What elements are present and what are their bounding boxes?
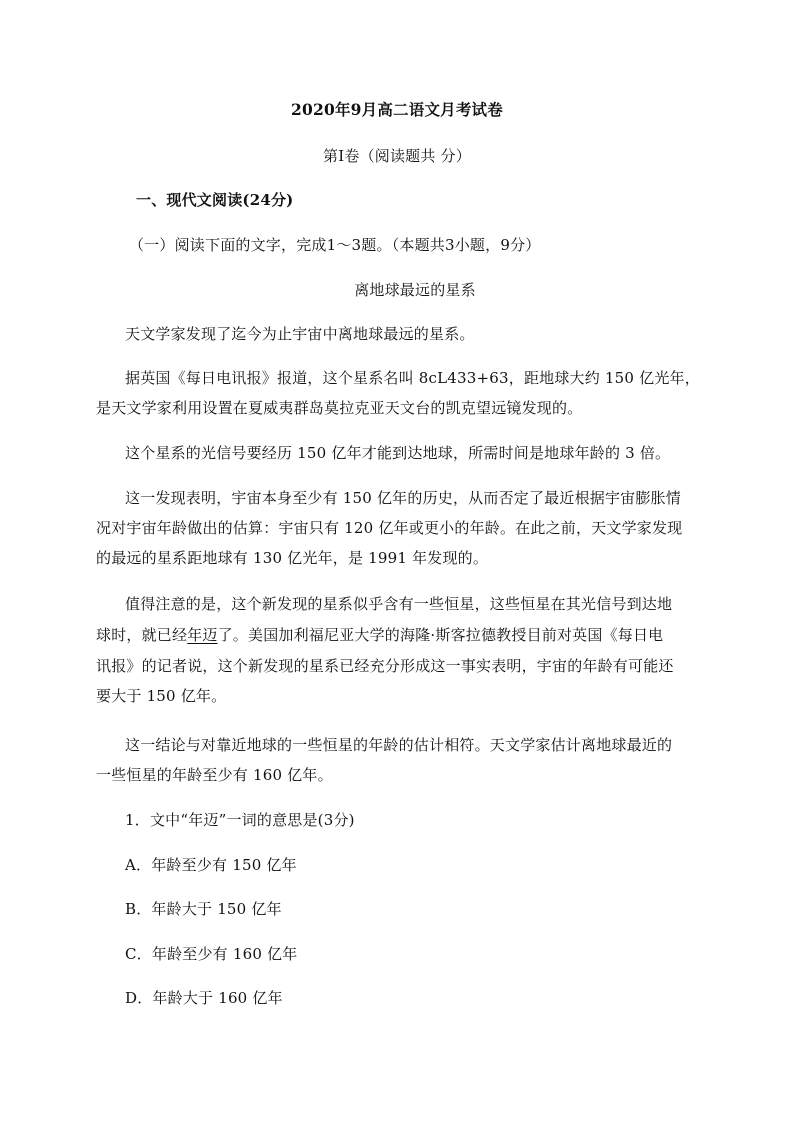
passage-paragraph-5-line-4: 要大于 150 亿年。 (96, 687, 227, 705)
exam-title: 2020年9月高二语文月考试卷 (291, 100, 503, 119)
passage-paragraph-1: 天文学家发现了迄今为止宇宙中离地球最远的星系。 (125, 325, 475, 343)
passage-paragraph-4-line-1: 这一发现表明，宇宙本身至少有 150 亿年的历史，从而否定了最近根据宇宙膨胀情 (125, 489, 681, 507)
section-heading: 一、现代文阅读(24分) (136, 191, 294, 209)
p5-text-before: 球时，就已经 (96, 626, 188, 644)
passage-paragraph-4-line-2: 况对宇宙年龄做出的估算：宇宙只有 120 亿年或更小的年龄。在此之前，天文学家发现 (96, 519, 683, 537)
question-1-option-b: B．年龄大于 150 亿年 (125, 900, 282, 918)
passage-title: 离地球最远的星系 (354, 281, 476, 299)
passage-paragraph-2-line-2: 是天文学家利用设置在夏威夷群岛莫拉克亚天文台的凯克望远镜发现的。 (96, 399, 583, 417)
subsection-heading: （一）阅读下面的文字，完成1～3题。（本题共3小题，9分） (129, 236, 541, 254)
volume-title: 第Ⅰ卷（阅读题共 分） (323, 147, 471, 165)
passage-paragraph-4-line-3: 的最远的星系距地球有 130 亿光年，是 1991 年发现的。 (96, 549, 489, 567)
passage-paragraph-5-line-1: 值得注意的是，这个新发现的星系似乎含有一些恒星，这些恒星在其光信号到达地 (125, 595, 673, 613)
passage-paragraph-5-line-2 (96, 625, 663, 645)
question-1-option-a: A．年龄至少有 150 亿年 (125, 856, 297, 874)
passage-paragraph-3: 这个星系的光信号要经历 150 亿年才能到达地球，所需时间是地球年龄的 3 倍。 (125, 444, 671, 462)
passage-paragraph-6-line-1: 这一结论与对靠近地球的一些恒星的年龄的估计相符。天文学家估计离地球最近的 (125, 736, 673, 754)
passage-paragraph-2-line-1: 据英国《每日电讯报》报道，这个星系名叫 8cL433+63，距地球大约 150 亿光年， (125, 369, 700, 387)
question-1-option-d: D．年龄大于 160 亿年 (125, 989, 283, 1007)
question-1-stem: 1．文中“年迈”一词的意思是(3分) (125, 811, 355, 829)
passage-paragraph-5-line-3: 讯报》的记者说，这个新发现的星系已经充分形成这一事实表明，宇宙的年龄有可能还 (96, 657, 674, 675)
underlined-term: 年迈 (187, 626, 218, 644)
p5-text-after: 了。美国加利福尼亚大学的海隆·斯客拉德教授目前对英国《每日电 (217, 626, 664, 644)
question-1-option-c: C．年龄至少有 160 亿年 (125, 945, 298, 963)
passage-paragraph-6-line-2: 一些恒星的年龄至少有 160 亿年。 (96, 766, 333, 784)
